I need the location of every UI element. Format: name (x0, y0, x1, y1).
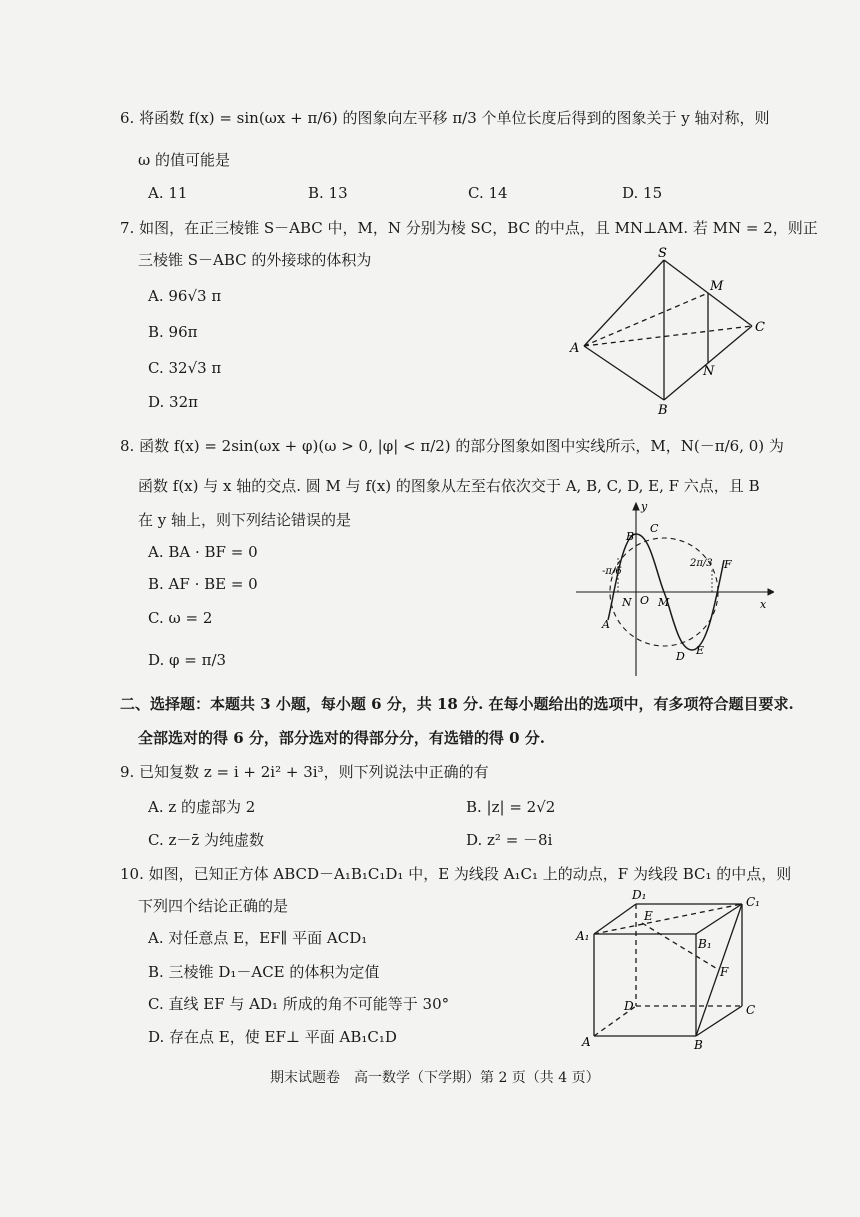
label-s: S (658, 246, 667, 261)
q7-stem-line1: 7. 如图，在正三棱锥 S－ABC 中，M，N 分别为棱 SC，BC 的中点，且 MN⊥AM. 若 MN = 2，则正 (120, 219, 818, 237)
q9-option-a: A. z 的虚部为 2 (148, 798, 256, 816)
q7-stem-line2: 三棱锥 S－ABC 的外接球的体积为 (138, 251, 372, 269)
label-b: B (658, 403, 668, 418)
label-o: O (640, 594, 650, 607)
q10-option-a: A. 对任意点 E，EF∥ 平面 ACD₁ (148, 929, 368, 947)
label-2pi-3: 2π/3 (690, 558, 713, 569)
q10-option-b: B. 三棱锥 D₁－ACE 的体积为定值 (148, 963, 380, 981)
q10-stem-line1: 10. 如图，已知正方体 ABCD－A₁B₁C₁D₁ 中，E 为线段 A₁C₁ 上的动点，F 为线段 BC₁ 的中点，则 (120, 865, 792, 883)
q8-option-a: A. BA · BF = 0 (148, 543, 258, 561)
q8-stem-line3: 在 y 轴上，则下列结论错误的是 (138, 511, 352, 529)
q7-option-d: D. 32π (148, 393, 198, 411)
label-c: C (755, 320, 765, 335)
page-footer: 期末试题卷 高一数学（下学期）第 2 页（共 4 页） (270, 1070, 600, 1086)
q9-option-c: C. z－z̄ 为纯虚数 (148, 831, 265, 849)
label-a: A (602, 618, 610, 631)
label-f: F (724, 558, 732, 571)
q8-stem-line2: 函数 f(x) 与 x 轴的交点. 圆 M 与 f(x) 的图象从左至右依次交于 A, B, C, D, E, F 六点，且 B (138, 477, 760, 495)
label-a1: A₁ (576, 929, 590, 943)
q10-option-c: C. 直线 EF 与 AD₁ 所成的角不可能等于 30° (148, 995, 450, 1013)
label-b1: B₁ (698, 937, 712, 951)
label-m: M (710, 279, 724, 294)
label-e: E (644, 909, 653, 923)
label-y: y (641, 500, 648, 513)
q7-option-a: A. 96√3 π (148, 287, 222, 305)
label-d: D (676, 650, 685, 663)
q10-option-d: D. 存在点 E，使 EF⊥ 平面 AB₁C₁D (148, 1028, 397, 1046)
label-c: C (746, 1003, 756, 1017)
label-b: B (626, 530, 635, 543)
q6-stem-line1: 6. 将函数 f(x) = sin(ωx + π/6) 的图象向左平移 π/3 个单位长度后得到的图象关于 y 轴对称，则 (120, 109, 770, 127)
label-x: x (760, 598, 767, 611)
label-c1: C₁ (746, 895, 760, 909)
q6-option-b: B. 13 (308, 184, 348, 202)
label-n: N (703, 364, 715, 379)
section2-heading-line1: 二、选择题：本题共 3 小题，每小题 6 分，共 18 分. 在每小题给出的选项中，有多项符合题目要求. (120, 695, 794, 713)
q8-option-c: C. ω = 2 (148, 609, 213, 627)
label-d1: D₁ (632, 888, 647, 902)
label-m: M (658, 596, 670, 609)
cube-figure (570, 886, 766, 1052)
label-neg-pi-6: -π/6 (602, 566, 622, 577)
q6-stem-line2: ω 的值可能是 (138, 151, 231, 169)
q7-option-c: C. 32√3 π (148, 359, 222, 377)
label-a: A (570, 341, 580, 356)
label-n: N (622, 596, 632, 609)
q8-option-d: D. φ = π/3 (148, 651, 227, 669)
label-c: C (650, 522, 659, 535)
q9-option-b: B. |z| = 2√2 (466, 798, 556, 816)
q7-option-b: B. 96π (148, 323, 198, 341)
q6-option-c: C. 14 (468, 184, 508, 202)
q9-option-d: D. z² = －8i (466, 831, 553, 849)
q8-stem-line1: 8. 函数 f(x) = 2sin(ωx + φ)(ω > 0, |φ| < π/2) 的部分图象如图中实线所示，M，N(－π/6, 0) 为 (120, 437, 784, 455)
q9-stem: 9. 已知复数 z = i + 2i² + 3i³，则下列说法中正确的有 (120, 763, 489, 781)
label-b: B (694, 1038, 703, 1052)
q8-option-b: B. AF · BE = 0 (148, 575, 258, 593)
label-e: E (696, 644, 705, 657)
q6-option-a: A. 11 (148, 184, 188, 202)
label-f: F (720, 965, 729, 979)
label-d: D (624, 999, 634, 1013)
q6-option-d: D. 15 (622, 184, 663, 202)
section2-heading-line2: 全部选对的得 6 分，部分选对的得部分分，有选错的得 0 分. (138, 729, 545, 747)
q10-stem-line2: 下列四个结论正确的是 (138, 897, 289, 915)
label-a: A (582, 1035, 591, 1049)
tetrahedron-figure (560, 244, 780, 420)
sine-graph-figure (574, 500, 774, 680)
